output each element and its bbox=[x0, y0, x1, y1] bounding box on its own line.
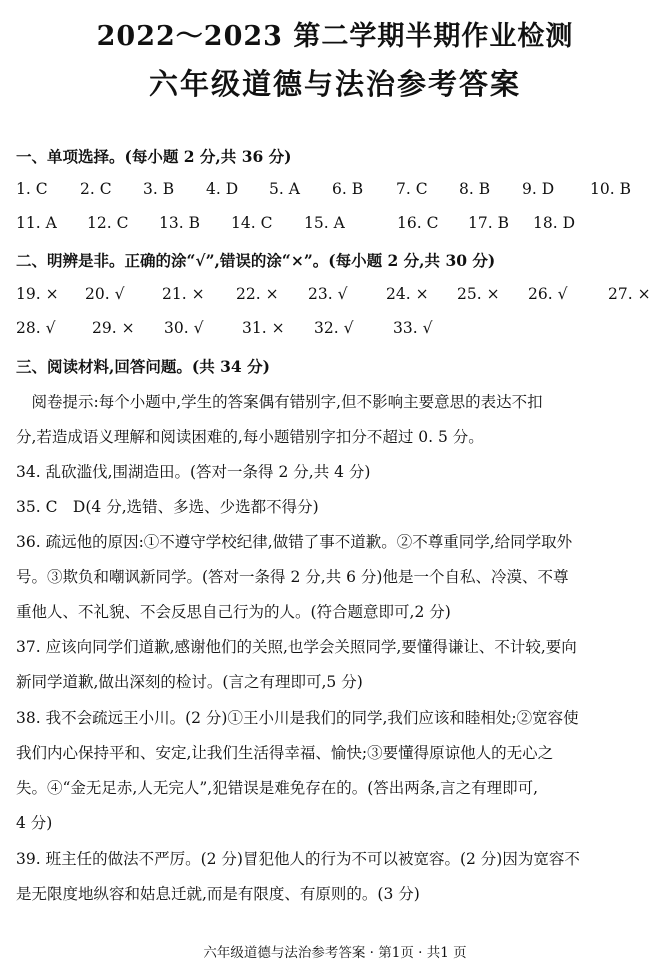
answer-item: 2. C bbox=[80, 180, 112, 198]
answer-line: 失。④“金无足赤,人无完人”,犯错误是难免存在的。(答出两条,言之有理即可, bbox=[16, 779, 539, 797]
answer-item: 8. B bbox=[459, 180, 491, 198]
answer-line: 4 分) bbox=[16, 814, 53, 832]
answer-line: 35. C D(4 分,选错、多选、少选都不得分) bbox=[16, 498, 319, 516]
section-2-answers-row-1 bbox=[16, 285, 656, 307]
grading-tip-line: 分,若造成语义理解和阅读困难的,每小题错别字扣分不超过 0. 5 分。 bbox=[16, 428, 484, 446]
answer-item: 10. B bbox=[590, 180, 631, 198]
question-34-answer bbox=[16, 461, 652, 496]
answer-item: 23. √ bbox=[308, 285, 348, 303]
answer-item: 26. √ bbox=[528, 285, 568, 303]
answer-item: 6. B bbox=[332, 180, 364, 198]
answer-line: 是无限度地纵容和姑息迁就,而是有限度、有原则的。(3 分) bbox=[16, 885, 420, 903]
section-3-header: 三、阅读材料,回答问题。(共 34 分) bbox=[16, 357, 270, 376]
answer-item: 29. × bbox=[92, 319, 135, 337]
answer-item: 4. D bbox=[206, 180, 239, 198]
question-39-answer bbox=[16, 848, 652, 918]
answer-item: 3. B bbox=[143, 180, 175, 198]
section-2-answers-row-2 bbox=[16, 319, 656, 341]
answer-item: 5. A bbox=[269, 180, 300, 198]
section-2-header: 二、明辨是非。正确的涂“√”,错误的涂“×”。(每小题 2 分,共 30 分) bbox=[16, 251, 496, 270]
answer-item: 31. × bbox=[242, 319, 285, 337]
answer-item: 15. A bbox=[304, 214, 345, 232]
document-subtitle: 六年级道德与法治参考答案 bbox=[148, 67, 521, 101]
answer-item: 9. D bbox=[522, 180, 555, 198]
answer-line: 34. 乱砍滥伐,围湖造田。(答对一条得 2 分,共 4 分) bbox=[16, 463, 371, 481]
answer-item: 20. √ bbox=[85, 285, 125, 303]
answer-item: 17. B bbox=[468, 214, 509, 232]
section-1-answers-row-1 bbox=[16, 180, 656, 202]
answer-item: 11. A bbox=[16, 214, 57, 232]
answer-item: 7. C bbox=[396, 180, 428, 198]
answer-item: 14. C bbox=[231, 214, 273, 232]
question-35-answer bbox=[16, 496, 652, 531]
answer-line: 38. 我不会疏远王小川。(2 分)①王小川是我们的同学,我们应该和睦相处;②宽容使 bbox=[16, 709, 579, 727]
answer-item: 19. × bbox=[16, 285, 59, 303]
answer-item: 13. B bbox=[159, 214, 200, 232]
answer-item: 16. C bbox=[397, 214, 439, 232]
answer-item: 25. × bbox=[457, 285, 500, 303]
answer-item: 28. √ bbox=[16, 319, 56, 337]
grading-tip-line: 阅卷提示:每个小题中,学生的答案偶有错别字,但不影响主要意思的表达不扣 bbox=[16, 393, 543, 411]
answer-item: 12. C bbox=[87, 214, 129, 232]
answer-item: 30. √ bbox=[164, 319, 204, 337]
answer-item: 32. √ bbox=[314, 319, 354, 337]
exam-title: 2022～2023 第二学期半期作业检测 bbox=[96, 21, 574, 52]
answer-line: 新同学道歉,做出深刻的检讨。(言之有理即可,5 分) bbox=[16, 673, 363, 691]
answer-line: 36. 疏远他的原因:①不遵守学校纪律,做错了事不道歉。②不尊重同学,给同学取外 bbox=[16, 533, 573, 551]
answer-line: 39. 班主任的做法不严厉。(2 分)冒犯他人的行为不可以被宽容。(2 分)因为宽容不 bbox=[16, 850, 580, 868]
answer-item: 24. × bbox=[386, 285, 429, 303]
question-38-answer bbox=[16, 707, 652, 847]
answer-item: 22. × bbox=[236, 285, 279, 303]
answer-item: 27. × bbox=[608, 285, 651, 303]
answer-item: 18. D bbox=[533, 214, 576, 232]
question-37-answer bbox=[16, 636, 652, 706]
answer-line: 号。③欺负和嘲讽新同学。(答对一条得 2 分,共 6 分)他是一个自私、冷漠、不尊 bbox=[16, 568, 569, 586]
grading-tip bbox=[16, 391, 652, 461]
section-1-header: 一、单项选择。(每小题 2 分,共 36 分) bbox=[16, 147, 292, 166]
question-36-answer bbox=[16, 531, 652, 636]
answer-line: 我们内心保持平和、安定,让我们生活得幸福、愉快;③要懂得原谅他人的无心之 bbox=[16, 744, 554, 762]
answer-line: 37. 应该向同学们道歉,感谢他们的关照,也学会关照同学,要懂得谦让、不计较,要向 bbox=[16, 638, 577, 656]
answer-item: 21. × bbox=[162, 285, 205, 303]
answer-line: 重他人、不礼貌、不会反思自己行为的人。(符合题意即可,2 分) bbox=[16, 603, 451, 621]
answer-item: 33. √ bbox=[393, 319, 433, 337]
section-1-answers-row-2 bbox=[16, 214, 656, 236]
answer-item: 1. C bbox=[16, 180, 48, 198]
page-footer: 六年级道德与法治参考答案 · 第1页 · 共1 页 bbox=[203, 945, 467, 961]
